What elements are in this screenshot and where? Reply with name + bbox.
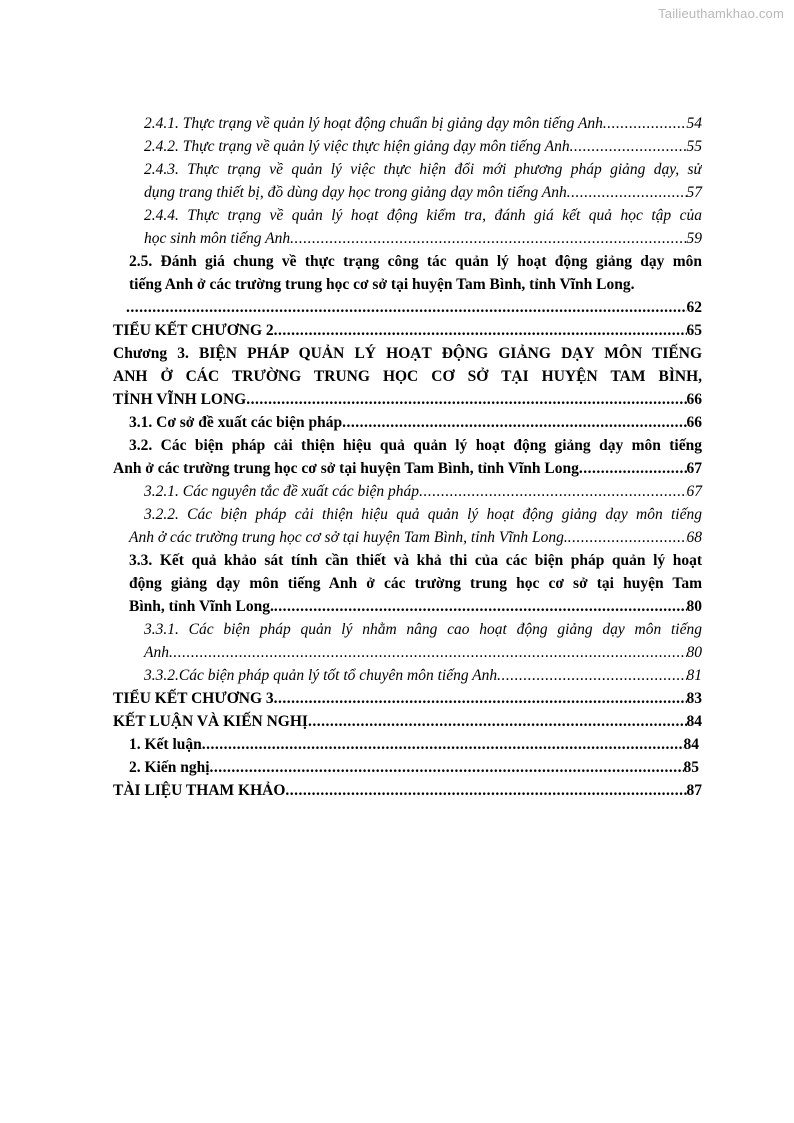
toc-entry-title: 2.4.3. Thực trạng về quản lý việc thực hiện đổi mới phương pháp giảng dạy, sử bbox=[144, 161, 702, 178]
toc-entry-title: 3.2.1. Các nguyên tắc đề xuất các biện pháp bbox=[144, 483, 420, 500]
toc-entry-title-cont: học sinh môn tiếng Anh bbox=[144, 230, 291, 247]
toc-page-number: 67 bbox=[686, 460, 702, 477]
toc-page-number: 54 bbox=[686, 115, 702, 132]
toc-entry-3-2[interactable] bbox=[113, 434, 702, 480]
toc-page-number: 81 bbox=[686, 667, 702, 684]
toc-page-number: 62 bbox=[686, 299, 702, 316]
toc-page-number: 67 bbox=[686, 483, 702, 500]
toc-leader bbox=[246, 388, 686, 411]
toc-entry-title-cont: tiếng Anh ở các trường trung học cơ sở tại huyện Tam Bình, tỉnh Vĩnh Long. bbox=[129, 276, 635, 293]
toc-entry-3-3-1[interactable] bbox=[113, 618, 702, 664]
toc-entry-title: Chương 3. BIỆN PHÁP QUẢN LÝ HOẠT ĐỘNG GIẢNG DẠY MÔN TIẾNG bbox=[113, 345, 702, 362]
toc-entry-title: 1. Kết luận bbox=[129, 736, 202, 753]
toc-entry-title: 2.4.4. Thực trạng về quản lý hoạt động kiểm tra, đánh giá kết quả học tập của bbox=[144, 207, 702, 224]
toc-leader bbox=[274, 687, 687, 710]
toc-leader bbox=[274, 595, 687, 618]
toc-entry-title: TÀI LIỆU THAM KHẢO bbox=[113, 782, 286, 799]
toc-leader bbox=[285, 779, 686, 802]
toc-entry-2-4-2[interactable] bbox=[113, 135, 702, 158]
toc-page-number: 85 bbox=[683, 759, 699, 776]
toc-entry-3-2-1[interactable] bbox=[113, 480, 702, 503]
toc-entry-title: 2.4.2. Thực trạng về quản lý việc thực hiện giảng dạy môn tiếng Anh bbox=[144, 138, 570, 155]
toc-page-number: 57 bbox=[686, 184, 702, 201]
toc-page-number: 65 bbox=[686, 322, 702, 339]
toc-entry-title: 3.3.1. Các biện pháp quản lý nhằm nâng cao hoạt động giảng dạy môn tiếng bbox=[144, 621, 702, 638]
toc-entry-title: 3.2. Các biện pháp cải thiện hiệu quả quản lý hoạt động giảng dạy môn tiếng bbox=[129, 437, 702, 454]
toc-entry-title: TIỂU KẾT CHƯƠNG 2 bbox=[113, 322, 274, 339]
toc-entry-title-cont: TỈNH VĨNH LONG bbox=[113, 391, 247, 408]
toc-leader bbox=[308, 710, 687, 733]
toc-entry-title-cont: Anh ở các trường trung học cơ sở tại huyện Tam Bình, tỉnh Vĩnh Long. bbox=[129, 529, 568, 546]
toc-page-number: 83 bbox=[686, 690, 702, 707]
toc-page-number: 59 bbox=[686, 230, 702, 247]
toc-page-number: 66 bbox=[686, 414, 702, 431]
toc-entry-chuong-3[interactable] bbox=[113, 342, 702, 411]
toc-entry-title: 2. Kiến nghị bbox=[129, 759, 210, 776]
toc-entry-ket-luan-kien-nghi[interactable] bbox=[113, 710, 702, 733]
toc-page-number: 68 bbox=[686, 529, 702, 546]
toc-leader bbox=[210, 756, 684, 779]
toc-entry-title-cont: ANH Ở CÁC TRƯỜNG TRUNG HỌC CƠ SỞ TẠI HUYỆN TAM BÌNH, bbox=[113, 368, 702, 385]
toc-entry-3-3-2[interactable] bbox=[113, 664, 702, 687]
table-of-contents bbox=[113, 112, 702, 802]
toc-leader bbox=[274, 319, 687, 342]
toc-entry-2-4-3[interactable] bbox=[113, 158, 702, 204]
toc-entry-ket-luan[interactable] bbox=[113, 733, 702, 756]
toc-entry-tai-lieu-tham-khao[interactable] bbox=[113, 779, 702, 802]
toc-leader bbox=[419, 480, 686, 503]
toc-entry-tieu-ket-chuong-2[interactable] bbox=[113, 319, 702, 342]
toc-leader bbox=[126, 296, 687, 319]
toc-entry-2-5[interactable] bbox=[113, 250, 702, 319]
toc-entry-3-2-2[interactable] bbox=[113, 503, 702, 549]
toc-leader bbox=[342, 411, 686, 434]
toc-entry-title: 3.1. Cơ sở đề xuất các biện pháp bbox=[129, 414, 343, 431]
toc-entry-title: 2.4.1. Thực trạng về quản lý hoạt động chuẩn bị giảng dạy môn tiếng Anh bbox=[144, 115, 603, 132]
toc-leader bbox=[579, 457, 687, 480]
toc-leader bbox=[169, 641, 687, 664]
toc-entry-2-4-1[interactable] bbox=[113, 112, 702, 135]
toc-entry-title: 3.2.2. Các biện pháp cải thiện hiệu quả quản lý hoạt động giảng dạy môn tiếng bbox=[144, 506, 702, 523]
toc-entry-title: 3.3.2.Các biện pháp quản lý tốt tổ chuyên môn tiếng Anh bbox=[144, 667, 498, 684]
toc-page-number: 66 bbox=[686, 391, 702, 408]
toc-entry-title-cont: Anh ở các trường trung học cơ sở tại huyện Tam Bình, tỉnh Vĩnh Long bbox=[113, 460, 579, 477]
toc-entry-tieu-ket-chuong-3[interactable] bbox=[113, 687, 702, 710]
toc-entry-3-1[interactable] bbox=[113, 411, 702, 434]
toc-page-number: 87 bbox=[686, 782, 702, 799]
toc-page-number: 80 bbox=[686, 598, 702, 615]
toc-page-number: 55 bbox=[686, 138, 702, 155]
toc-entry-title-cont: Bình, tỉnh Vĩnh Long. bbox=[129, 598, 274, 615]
watermark-text: Tailieuthamkhao.com bbox=[658, 6, 784, 21]
toc-entry-kien-nghi[interactable] bbox=[113, 756, 702, 779]
toc-leader bbox=[497, 664, 686, 687]
toc-leader bbox=[568, 526, 687, 549]
toc-entry-title: 3.3. Kết quả khảo sát tính cần thiết và khả thi của các biện pháp quản lý hoạt bbox=[129, 552, 702, 569]
toc-leader bbox=[570, 135, 687, 158]
toc-entry-title-cont: dụng trang thiết bị, đồ dùng dạy học trong giảng dạy môn tiếng Anh bbox=[144, 184, 567, 201]
toc-entry-title-cont: động giảng dạy môn tiếng Anh ở các trường trung học cơ sở tại huyện Tam bbox=[129, 575, 702, 592]
toc-entry-title: KẾT LUẬN VÀ KIẾN NGHỊ bbox=[113, 713, 308, 730]
toc-page-number: 84 bbox=[683, 736, 699, 753]
toc-leader bbox=[567, 181, 687, 204]
toc-entry-3-3[interactable] bbox=[113, 549, 702, 618]
toc-leader bbox=[202, 733, 684, 756]
toc-entry-title-cont: Anh bbox=[144, 644, 169, 661]
toc-page-number: 80 bbox=[686, 644, 702, 661]
toc-entry-2-4-4[interactable] bbox=[113, 204, 702, 250]
toc-leader bbox=[603, 112, 687, 135]
toc-leader bbox=[290, 227, 686, 250]
toc-page-number: 84 bbox=[686, 713, 702, 730]
toc-entry-title: TIỂU KẾT CHƯƠNG 3 bbox=[113, 690, 274, 707]
toc-entry-title: 2.5. Đánh giá chung về thực trạng công tác quản lý hoạt động giảng dạy môn bbox=[129, 253, 702, 270]
